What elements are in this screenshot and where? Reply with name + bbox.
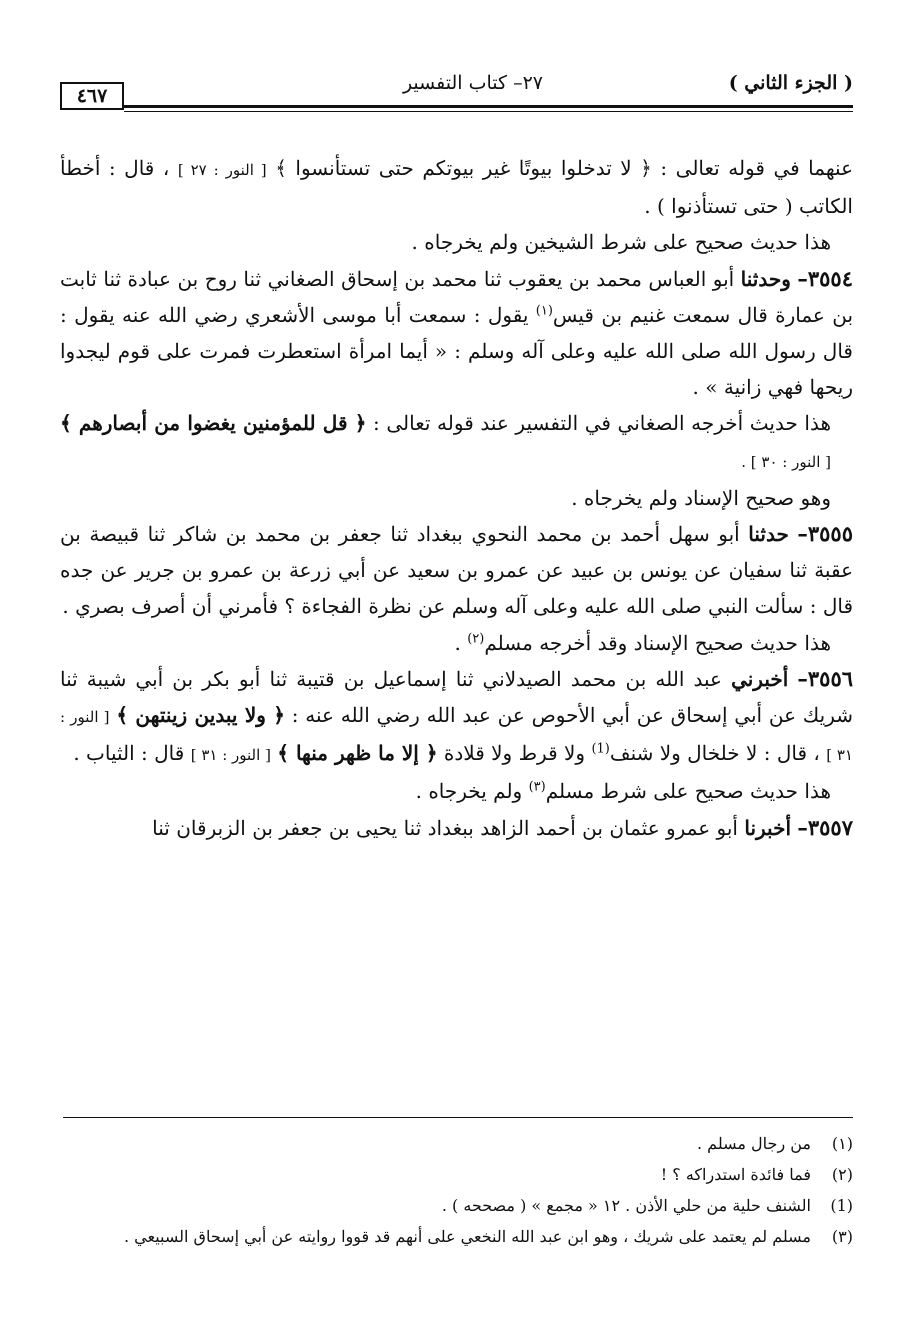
header-rule-thick <box>124 105 853 108</box>
hadith-text: أبو سهل أحمد بن محمد النحوي ببغداد ثنا جعفر بن محمد بن شاكر ثنا قبيصة بن عقبة ثنا سفيان عن يونس بن عبيد عن عمرو بن سعيد عن أبي زرعة بن عمرو بن جرير عن جده قال : سألت النبي صلى الله عليه وعلى آله وسلم عن نظرة الفجاءة ؟ فأمرني أن أصرف بصري . <box>60 522 853 619</box>
footnote <box>60 1159 853 1190</box>
verdict-end: ولم يخرجاه . <box>415 779 523 804</box>
hadith-3557 <box>60 810 853 846</box>
hadith-number: ٣٥٥٤– <box>797 265 853 291</box>
intro-paragraph <box>60 150 853 224</box>
footnote <box>60 1190 853 1221</box>
intro-text: عنهما في قوله تعالى : ﴿ لا تدخلوا بيوتًا غير بيوتكم حتى تستأنسوا ﴾ <box>275 156 854 180</box>
hadith-text: عبد الله بن محمد الصيدلاني ثنا إسماعيل بن قتيبة ثنا أبو بكر بن أبي شيبة ثنا شريك عن أبي إسحاق عن أبي الأحوص عن عبد الله رضي الله عنه : <box>60 666 854 728</box>
hadith-lead-word: وحدثنا <box>740 266 791 291</box>
hadith-verdict <box>60 773 853 809</box>
footnote <box>60 1221 853 1252</box>
hadith-lead-word: حدثنا <box>748 522 789 547</box>
footnote-text: من رجال مسلم . <box>697 1134 811 1153</box>
quran-verse: ﴿ قل للمؤمنين يغضوا من أبصارهم ﴾ <box>60 411 367 436</box>
running-header <box>60 72 853 120</box>
footnote <box>60 1128 853 1159</box>
hadith-number: ٣٥٥٦– <box>797 665 854 691</box>
hadith-text: قال : الثياب . <box>73 741 185 766</box>
quran-reference: [ النور : ٢٧ ] <box>177 161 267 179</box>
quran-reference: [ النور : ٣٠ ] . <box>741 452 831 471</box>
footnote-text: الشنف حلية من حلي الأذن . ١٢ « مجمع » ( مصححه ) . <box>441 1196 811 1215</box>
footnotes <box>60 1128 853 1252</box>
verdict-end: . <box>454 630 461 655</box>
main-text <box>60 150 853 846</box>
hadith-number: ٣٥٥٥– <box>797 521 853 547</box>
header-rule-thin <box>124 111 853 112</box>
footnote-number: (٣) <box>831 1227 853 1246</box>
footnote-mark: (١) <box>535 303 553 319</box>
footnote-number: (١) <box>831 1134 853 1153</box>
hadith-verdict <box>60 405 853 479</box>
hadith-text: ولا قرط ولا قلادة <box>443 741 586 766</box>
footnote-mark: (٣) <box>528 779 546 795</box>
quran-verse: ﴿ ولا يبدين زينتهن ﴾ <box>116 703 285 728</box>
verdict-text: هذا حديث صحيح الإسناد وقد أخرجه مسلم <box>484 630 831 655</box>
verdict-text: هذا حديث صحيح على شرط مسلم <box>545 779 831 804</box>
hadith-lead-word: أخبرني <box>731 666 789 691</box>
hadith-text: يقول : سمعت أبا موسى الأشعري رضي الله عنه يقول : قال رسول الله صلى الله عليه وعلى آله وسلم : « أيما امرأة استعطرت فمرت على قوم ليجدوا ريحها فهي زانية » . <box>60 302 853 400</box>
footnote-text: مسلم لم يعتمد على شريك ، وهو ابن عبد الله النخعي على أنهم قد قووا روايته عن أبي إسحاق السبيعي . <box>123 1227 811 1246</box>
footnote-text: فما فائدة استدراكه ؟ ! <box>660 1165 811 1184</box>
hadith-text: أبو عمرو عثمان بن أحمد الزاهد ببغداد ثنا يحيى بن جعفر بن الزبرقان ثنا <box>152 815 738 840</box>
hadith-3556 <box>60 661 853 774</box>
intro-verdict: هذا حديث صحيح على شرط الشيخين ولم يخرجاه . <box>411 230 831 255</box>
footnote-number: (٢) <box>831 1165 853 1184</box>
quran-reference: [ النور : ٣١ ] <box>60 708 853 765</box>
intro-tail: ، قال : أخطأ الكاتب ( حتى تستأذنوا ) . <box>60 156 853 219</box>
quran-verse: ﴿ إلا ما ظهر منها ﴾ <box>277 741 438 766</box>
hadith-verdict: وهو صحيح الإسناد ولم يخرجاه . <box>571 485 831 510</box>
footnote-mark: (٢) <box>467 630 485 646</box>
page-number: ٤٦٧ <box>60 82 124 110</box>
footnote-mark: (1) <box>591 741 610 757</box>
hadith-number: ٣٥٥٧– <box>797 814 853 840</box>
footnote-number: (1) <box>830 1196 853 1215</box>
hadith-3555 <box>60 516 853 625</box>
verdict-text: هذا حديث أخرجه الصغاني في التفسير عند قوله تعالى : <box>373 411 832 436</box>
volume-title: ( الجزء الثاني ) <box>728 72 853 94</box>
footnote-separator <box>63 1117 853 1118</box>
hadith-text: ، قال : لا خلخال ولا شنف <box>609 741 820 766</box>
hadith-verdict <box>60 625 853 661</box>
hadith-lead-word: أخبرنا <box>744 815 792 840</box>
chapter-title: ٢٧– كتاب التفسير <box>402 72 543 94</box>
hadith-3554 <box>60 261 853 406</box>
quran-reference: [ النور : ٣١ ] <box>190 746 271 765</box>
hadith-text: أبو العباس محمد بن يعقوب ثنا محمد بن إسحاق الصغاني ثنا روح بن عبادة ثنا ثابت بن عمارة قال سمعت غنيم بن قيس <box>60 266 854 327</box>
